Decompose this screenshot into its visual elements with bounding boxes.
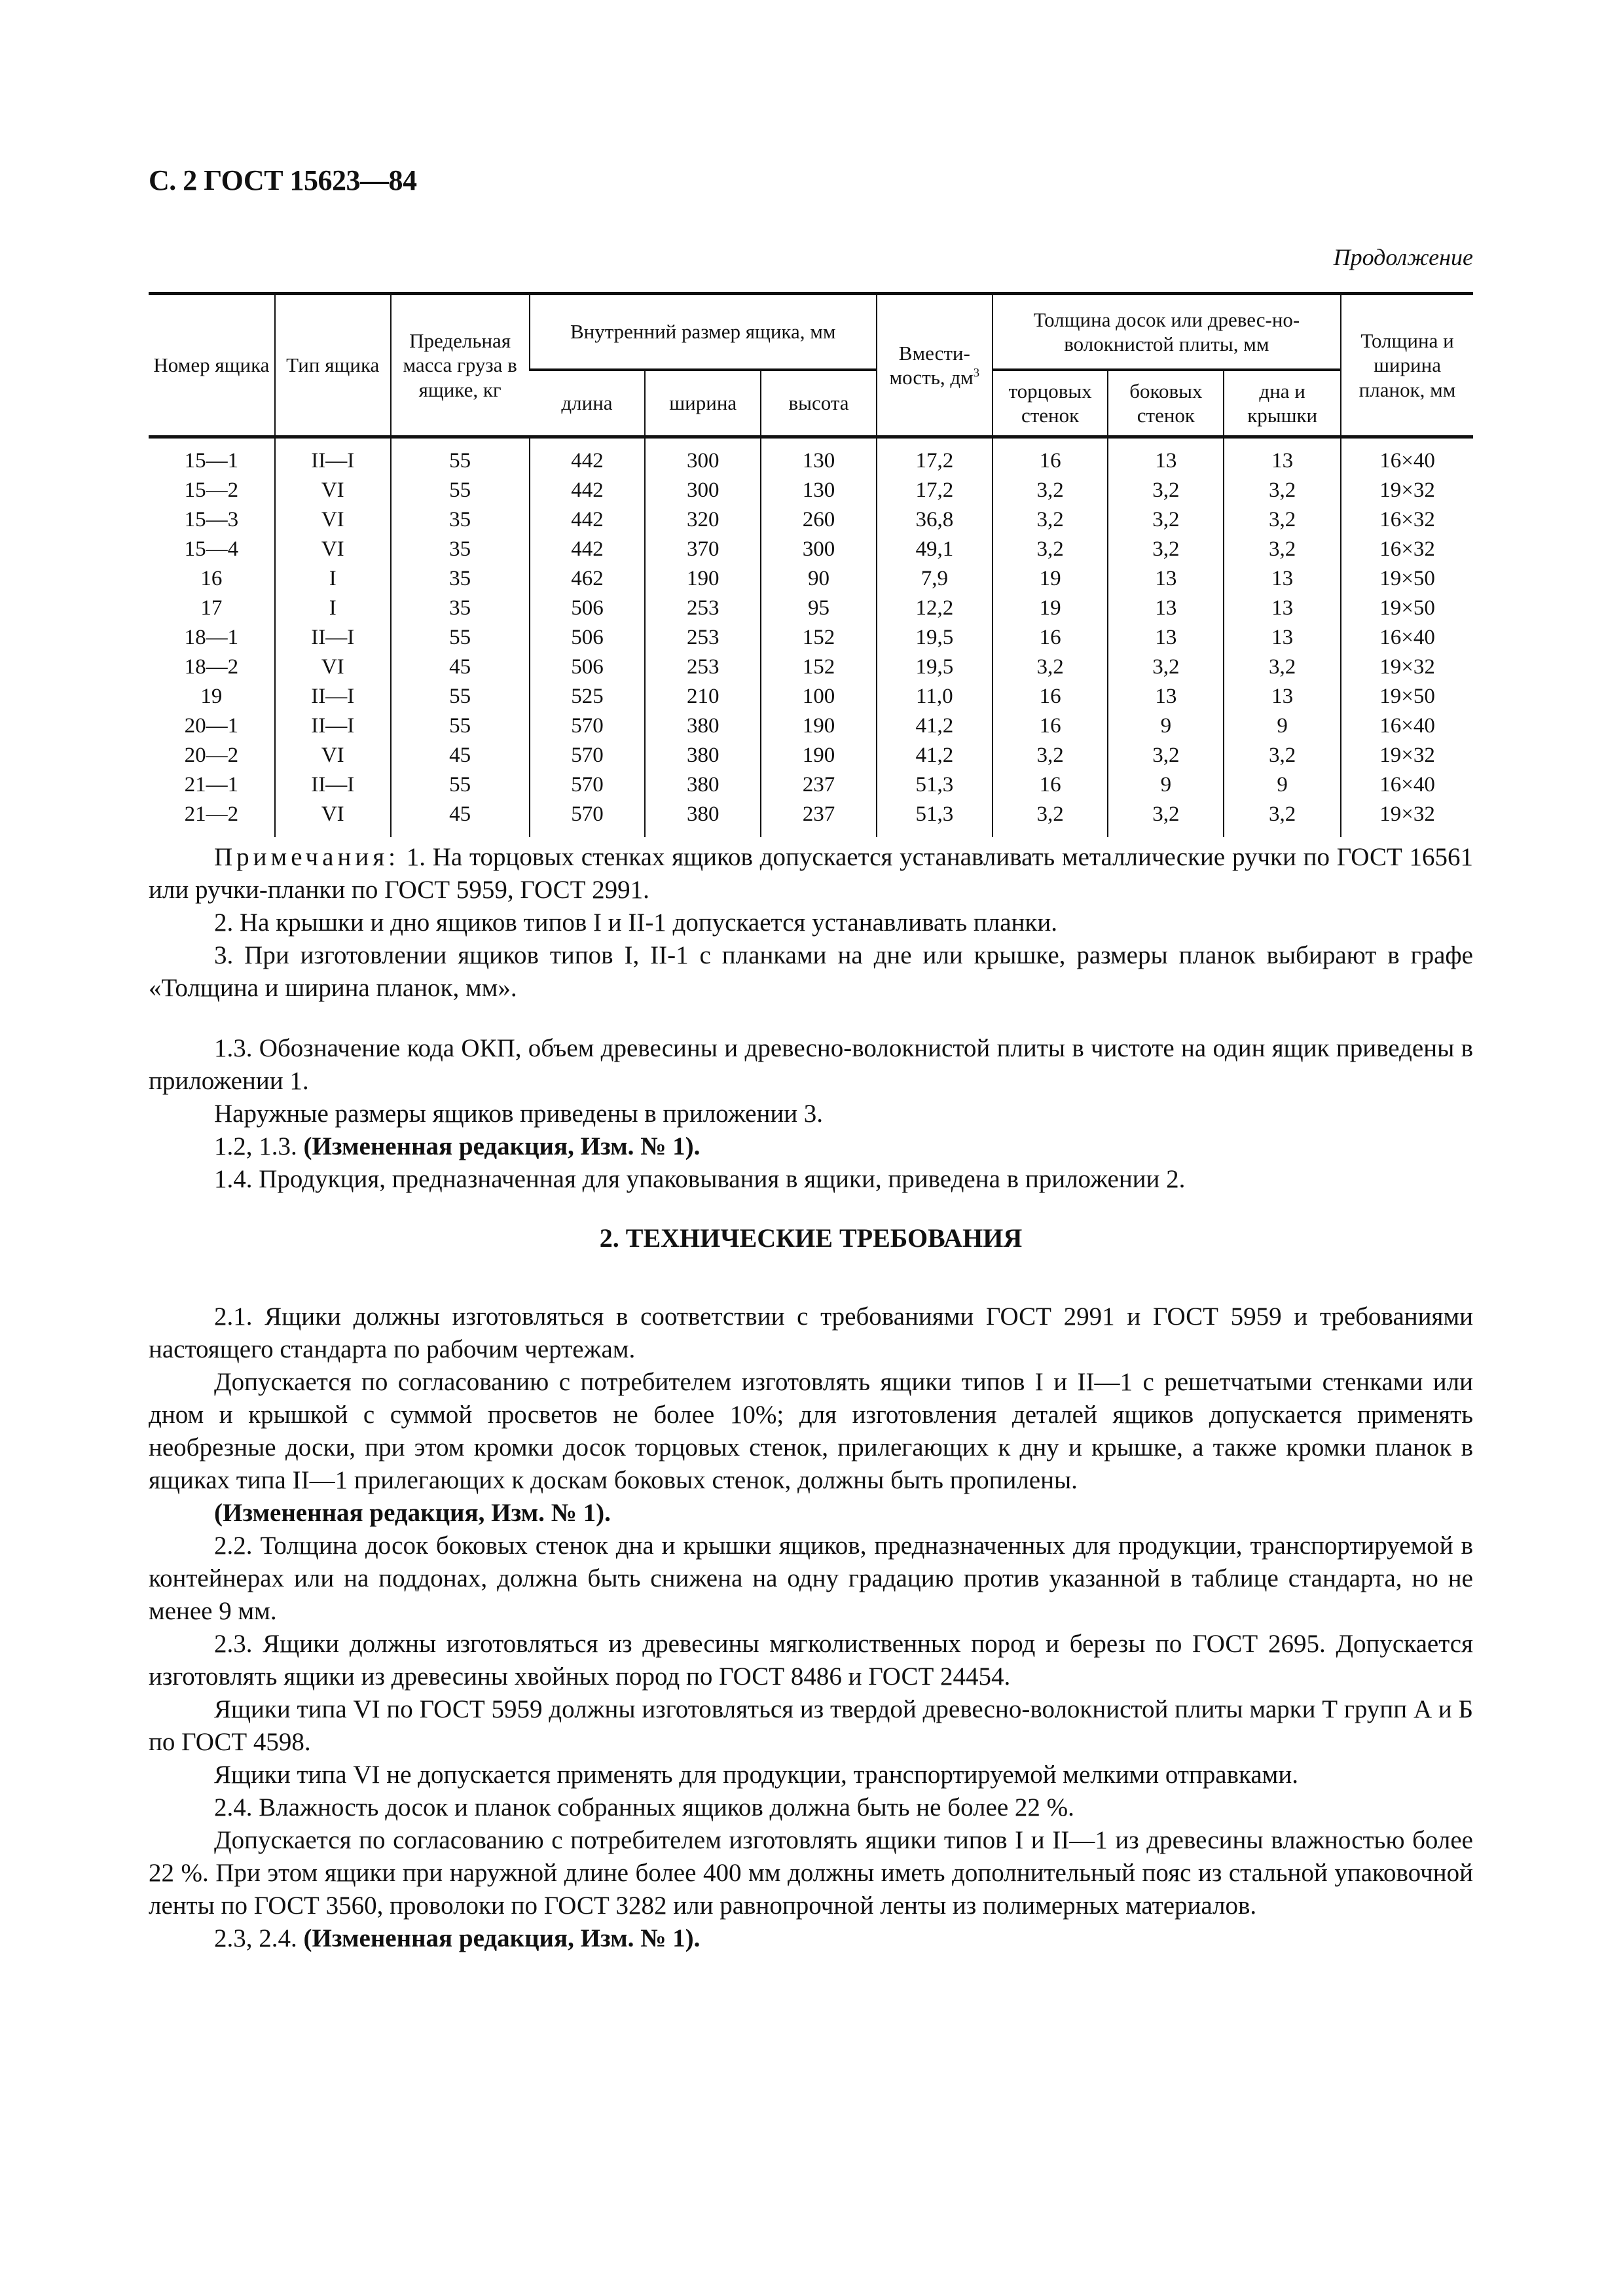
table-cell: 190 (645, 564, 761, 594)
table-cell: 15—1 (184, 449, 239, 473)
table-row (149, 623, 1473, 653)
table-cell: 15—3 (184, 508, 239, 531)
table-cell: 570 (530, 711, 646, 741)
table-row (149, 594, 1473, 623)
table-cell: 13 (1224, 623, 1341, 653)
table-cell: II—I (275, 623, 391, 653)
table-cell: 41,2 (877, 711, 993, 741)
table-cell: 442 (530, 437, 646, 476)
table-cell: 442 (530, 535, 646, 564)
table-cell: 3,2 (1108, 476, 1224, 505)
table-row (149, 653, 1473, 682)
clause-2-1: 2.1. Ящики должны изготовляться в соответствии с требованиями ГОСТ 2991 и ГОСТ 5959 и требованиями настоящего стандарта по рабочим чертежам. (149, 1302, 1473, 1363)
table-cell: 506 (530, 623, 646, 653)
table-body (149, 437, 1473, 838)
table-cell: 55 (391, 682, 530, 711)
header-bottom-lid: дна и крышки (1224, 370, 1341, 437)
table-cell: II—I (275, 682, 391, 711)
table-cell: 16 (993, 437, 1108, 476)
table-cell: 253 (645, 594, 761, 623)
header-capacity: Вмести-мость, $дм^3$ (877, 294, 993, 437)
table-cell: 570 (530, 800, 646, 837)
table-cell: 506 (530, 594, 646, 623)
table-row (149, 800, 1473, 837)
table-cell: 3,2 (993, 741, 1108, 770)
table-cell: 19×32 (1341, 800, 1473, 837)
clause-2-3: 2.3. Ящики должны изготовляться из древесины мягколиственных пород и березы по ГОСТ 2695. Допускается изготовлять ящики из древесины хвойных пород по ГОСТ 8486 и ГОСТ 24454. (149, 1630, 1473, 1691)
table-cell: VI (275, 800, 391, 837)
table-cell: 55 (391, 476, 530, 505)
table-cell: 210 (645, 682, 761, 711)
table-cell: II—I (275, 770, 391, 800)
page-header: С. 2 ГОСТ 15623—84 (149, 164, 417, 196)
note-3: 3. При изготовлении ящиков типов I, II-1 с планками на дне или крышке, размеры планок выбирают в графе «Толщина и ширина планок, мм». (149, 941, 1473, 1002)
section-2-title: 2. ТЕХНИЧЕСКИЕ ТРЕБОВАНИЯ (599, 1223, 1023, 1253)
table-cell: 525 (530, 682, 646, 711)
table-cell: 19×50 (1341, 594, 1473, 623)
clause-2-4-allowance: Допускается по согласованию с потребителем изготовлять ящики типов I и II—1 из древесины влажностью более 22 %. При этом ящики при наружной длине более 400 мм должны иметь дополнительный пояс из стальной упаковочной ленты по ГОСТ 3560, проволоки по ГОСТ 3282 или равнопрочной ленты из полимерных материалов. (149, 1826, 1473, 1920)
table-cell: 19,5 (877, 653, 993, 682)
table-cell: II—I (275, 711, 391, 741)
table-cell: 95 (761, 594, 877, 623)
table-cell: 45 (391, 800, 530, 837)
table-cell: 36,8 (877, 505, 993, 535)
table-row (149, 741, 1473, 770)
table-cell: 253 (645, 653, 761, 682)
table-cell: 16 (993, 770, 1108, 800)
table-cell: 16×32 (1341, 535, 1473, 564)
clause-1-3: 1.3. Обозначение кода ОКП, объем древесины и древесно-волокнистой плиты в чистоте на один ящик приведены в приложении 1. (149, 1034, 1473, 1095)
table-cell: 19×32 (1341, 741, 1473, 770)
note-1: Примечания: 1. На торцовых стенках ящиков допускается устанавливать металлические ручки по ГОСТ 16561 или ручки-планки по ГОСТ 5959, ГОСТ 2991. (149, 843, 1474, 904)
table-cell: 51,3 (877, 770, 993, 800)
table-cell: 130 (761, 476, 877, 505)
header-side-walls: боковых стенок (1108, 370, 1224, 437)
clause-1-4: 1.4. Продукция, предназначенная для упаковывания в ящики, приведена в приложении 2. (214, 1165, 1186, 1193)
table-cell: 11,0 (877, 682, 993, 711)
header-end-walls: торцовых стенок (993, 370, 1108, 437)
table-cell: I (275, 564, 391, 594)
table-cell: 15—4 (184, 537, 239, 561)
table-cell: 3,2 (1224, 476, 1341, 505)
table-cell: 19 (200, 685, 223, 708)
table-cell: 55 (391, 770, 530, 800)
table-cell: 21—2 (184, 802, 239, 826)
table-cell: VI (275, 476, 391, 505)
clause-2-3-restriction: Ящики типа VI не допускается применять для продукции, транспортируемой мелкими отправками. (214, 1761, 1298, 1789)
table-cell: 35 (391, 505, 530, 535)
table-cell: 3,2 (993, 505, 1108, 535)
table-cell: 7,9 (877, 564, 993, 594)
table-cell: 3,2 (1108, 741, 1224, 770)
table-cell: 16×40 (1341, 770, 1473, 800)
table-cell: 13 (1224, 594, 1341, 623)
table-cell: 13 (1108, 437, 1224, 476)
note-2: 2. На крышки и дно ящиков типов I и II-1 допускается устанавливать планки. (214, 908, 1057, 937)
table-cell: 100 (761, 682, 877, 711)
notes-block (149, 841, 1473, 1955)
clause-2-1-allowance: Допускается по согласованию с потребителем изготовлять ящики типов I и II—1 с решетчатыми стенками или дном и крышкой с суммой просветов не более 10%; для изготовления деталей ящиков допускается применять необрезные доски, при этом кромки досок торцовых стенок, прилегающих к дну и крышке, а также кромки планок в ящиках типа II—1 прилегающих к доскам боковых стенок, должны быть пропилены. (149, 1368, 1473, 1494)
table-cell: 49,1 (877, 535, 993, 564)
table-cell: 300 (645, 476, 761, 505)
table-cell: 20—1 (184, 714, 239, 738)
table-cell: 3,2 (993, 535, 1108, 564)
table-cell: 16×40 (1341, 623, 1473, 653)
table-cell: 55 (391, 711, 530, 741)
table-cell: 16 (993, 711, 1108, 741)
header-length: длина (530, 370, 646, 437)
clause-2-4: 2.4. Влажность досок и планок собранных ящиков должна быть не более 22 %. (214, 1793, 1074, 1821)
header-height: высота (761, 370, 877, 437)
table-cell: 152 (761, 653, 877, 682)
table-row (149, 564, 1473, 594)
table-cell: 16×40 (1341, 711, 1473, 741)
table-row (149, 437, 1473, 476)
table-cell: 90 (761, 564, 877, 594)
table-cell: 320 (645, 505, 761, 535)
table-cell: 51,3 (877, 800, 993, 837)
table-cell: 380 (645, 711, 761, 741)
table-cell: 3,2 (1108, 800, 1224, 837)
table-cell: 380 (645, 800, 761, 837)
table-cell: 16×40 (1341, 437, 1473, 476)
table-cell: 13 (1108, 623, 1224, 653)
table-cell: VI (275, 535, 391, 564)
header-max-mass: Предельная масса груза в ящике, кг (391, 294, 530, 437)
header-type: Тип ящика (275, 294, 391, 437)
table-cell: 18—1 (184, 626, 239, 649)
table-cell: 3,2 (1108, 653, 1224, 682)
table-cell: 55 (391, 437, 530, 476)
table-cell: VI (275, 505, 391, 535)
table-cell: 35 (391, 564, 530, 594)
continuation-label: Продолжение (1333, 244, 1473, 270)
table-cell: 506 (530, 653, 646, 682)
table-row (149, 711, 1473, 741)
table-cell: 19,5 (877, 623, 993, 653)
box-dimensions-table (149, 292, 1473, 837)
table-cell: VI (275, 653, 391, 682)
header-slats: Толщина и ширина планок, мм (1341, 294, 1473, 437)
table-cell: 41,2 (877, 741, 993, 770)
table-cell: 3,2 (1224, 800, 1341, 837)
table-cell: 18—2 (184, 655, 239, 679)
table-cell: 13 (1108, 594, 1224, 623)
table-cell: 3,2 (1224, 535, 1341, 564)
table-cell: 20—2 (184, 744, 239, 767)
revision-note-2: (Измененная редакция, Изм. № 1). (214, 1499, 611, 1527)
table-cell: II—I (275, 437, 391, 476)
table-cell: 15—2 (184, 478, 239, 502)
table-cell: 13 (1224, 564, 1341, 594)
table-cell: 13 (1224, 682, 1341, 711)
table-cell: 16×32 (1341, 505, 1473, 535)
table-cell: 19 (993, 564, 1108, 594)
table-cell: 13 (1108, 682, 1224, 711)
table-cell: 9 (1224, 770, 1341, 800)
table-cell: 13 (1224, 437, 1341, 476)
table-cell: 570 (530, 741, 646, 770)
table-cell: 237 (761, 770, 877, 800)
table-cell: 13 (1108, 564, 1224, 594)
table-cell: 12,2 (877, 594, 993, 623)
table-cell: 570 (530, 770, 646, 800)
table-row (149, 770, 1473, 800)
table-cell: 45 (391, 653, 530, 682)
table-cell: 442 (530, 476, 646, 505)
table-cell: 9 (1108, 711, 1224, 741)
table-row (149, 682, 1473, 711)
table-cell: 300 (645, 437, 761, 476)
table-cell: 19×50 (1341, 564, 1473, 594)
table-cell: I (275, 594, 391, 623)
table-row (149, 476, 1473, 505)
table-cell: 19 (993, 594, 1108, 623)
table-cell: VI (275, 741, 391, 770)
table-cell: 152 (761, 623, 877, 653)
table-cell: 3,2 (1108, 505, 1224, 535)
table-cell: 19×32 (1341, 653, 1473, 682)
table-cell: 190 (761, 741, 877, 770)
header-width: ширина (645, 370, 761, 437)
table-cell: 16 (200, 567, 223, 590)
table-cell: 442 (530, 505, 646, 535)
table-cell: 253 (645, 623, 761, 653)
table-cell: 16 (993, 623, 1108, 653)
table-cell: 55 (391, 623, 530, 653)
table-cell: 9 (1224, 711, 1341, 741)
table-cell: 3,2 (993, 653, 1108, 682)
table-cell: 45 (391, 741, 530, 770)
revision-note-3: 2.3, 2.4. (Измененная редакция, Изм. № 1). (214, 1924, 701, 1952)
table-cell: 190 (761, 711, 877, 741)
table-cell: 9 (1108, 770, 1224, 800)
table-cell: 17 (200, 596, 223, 620)
table-cell: 370 (645, 535, 761, 564)
table-cell: 3,2 (993, 800, 1108, 837)
table-cell: 3,2 (1224, 741, 1341, 770)
table-cell: 130 (761, 437, 877, 476)
table-cell: 16 (993, 682, 1108, 711)
table-cell: 237 (761, 800, 877, 837)
table-cell: 17,2 (877, 437, 993, 476)
table-cell: 260 (761, 505, 877, 535)
table-cell: 462 (530, 564, 646, 594)
table-cell: 19×32 (1341, 476, 1473, 505)
table-cell: 3,2 (993, 476, 1108, 505)
table-cell: 380 (645, 741, 761, 770)
table-row (149, 505, 1473, 535)
table-row (149, 535, 1473, 564)
table-cell: 21—1 (184, 773, 239, 797)
table-cell: 3,2 (1224, 505, 1341, 535)
outer-dimensions-text: Наружные размеры ящиков приведены в приложении 3. (214, 1100, 824, 1128)
header-thickness: Толщина досок или древес-но-волокнистой плиты, мм (993, 294, 1341, 370)
table-cell: 35 (391, 535, 530, 564)
table-cell: 3,2 (1108, 535, 1224, 564)
table-cell: 19×50 (1341, 682, 1473, 711)
table-cell: 300 (761, 535, 877, 564)
header-number: Номер ящика (149, 294, 275, 437)
table-cell: 17,2 (877, 476, 993, 505)
revision-note-1: 1.2, 1.3. (Измененная редакция, Изм. № 1). (214, 1132, 701, 1160)
table-cell: 380 (645, 770, 761, 800)
clause-2-3-type-vi: Ящики типа VI по ГОСТ 5959 должны изготовляться из твердой древесно-волокнистой плиты марки Т групп А и Б по ГОСТ 4598. (149, 1695, 1473, 1756)
table-cell: 3,2 (1224, 653, 1341, 682)
table-cell: 35 (391, 594, 530, 623)
clause-2-2: 2.2. Толщина досок боковых стенок дна и крышки ящиков, предназначенных для продукции, транспортируемой в контейнерах или на поддонах, должна быть снижена на одну градацию против указанной в таблице стандарта, но не менее 9 мм. (149, 1532, 1473, 1625)
header-inner-size: Внутренний размер ящика, мм (530, 294, 877, 370)
